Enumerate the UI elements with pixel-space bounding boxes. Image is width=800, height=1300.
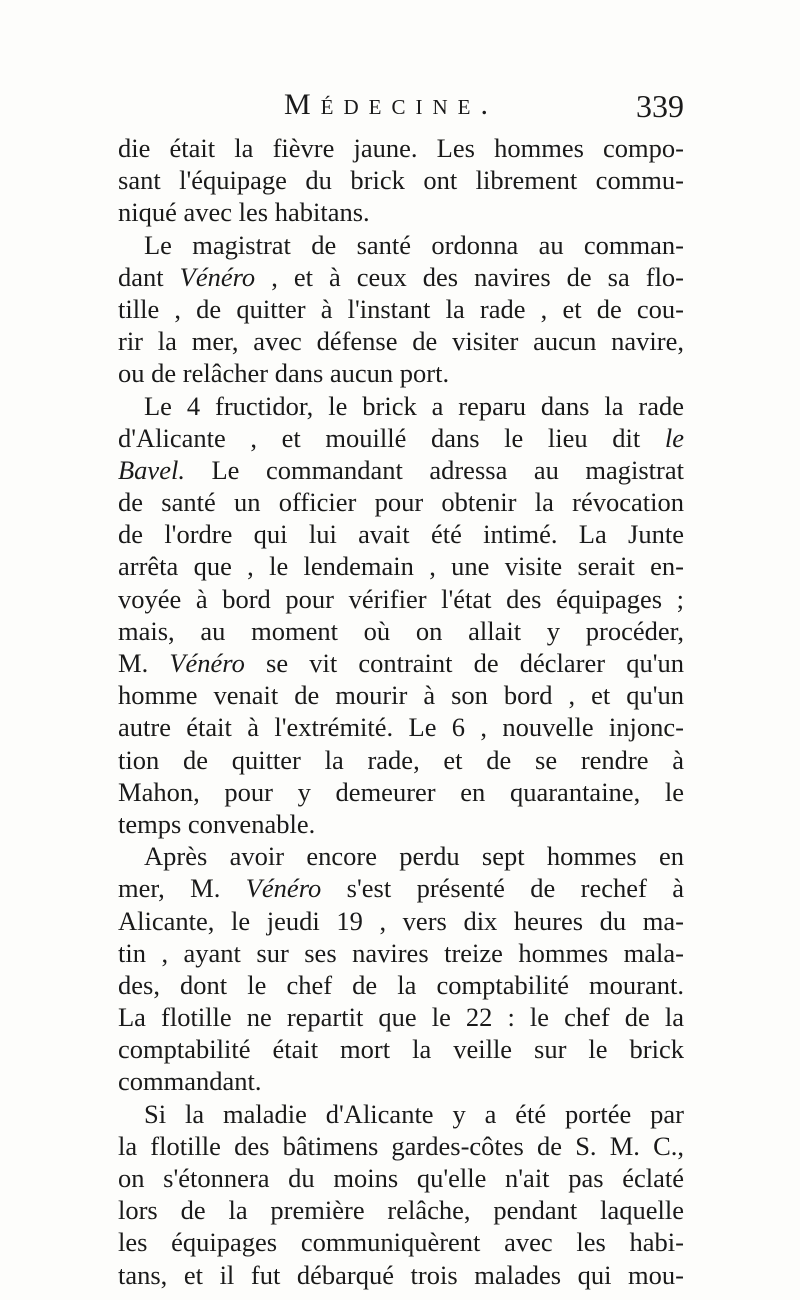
text-line <box>118 872 684 904</box>
line-text: autre était à l'extrémité. Le 6 , nouvelle injonc- <box>118 712 684 743</box>
text-line <box>118 486 684 518</box>
line-text: arrêta que , le lendemain , une visite serait en- <box>118 551 684 582</box>
text-line <box>118 132 684 164</box>
text-line <box>118 583 684 615</box>
line-text-after-italic: se vit contraint de déclarer qu'un <box>244 648 684 678</box>
text-line <box>118 1033 684 1065</box>
line-text: Après avoir encore perdu sept hommes en <box>144 841 684 872</box>
text-line <box>118 711 684 743</box>
body-text <box>118 132 684 1291</box>
text-line <box>118 744 684 776</box>
text-line <box>118 390 684 422</box>
italic-name: Vénéro <box>245 873 322 904</box>
line-text: les équipages communiquèrent avec les habi- <box>118 1227 684 1258</box>
italic-name: Bavel. <box>118 454 185 485</box>
line-text: La flotille ne repartit que le 22 : le chef de la <box>118 1002 684 1033</box>
text-line <box>118 776 684 808</box>
line-text-after-italic: Le commandant adressa au magistrat <box>184 454 684 485</box>
line-text: de l'ordre qui lui avait été intimé. La Junte <box>118 519 684 550</box>
line-text: ou de relâcher dans aucun port. <box>118 358 450 389</box>
text-line <box>118 164 684 196</box>
text-line <box>118 422 684 454</box>
line-text: niqué avec les habitans. <box>118 197 370 228</box>
line-text: Si la maladie d'Alicante y a été portée par <box>144 1098 684 1129</box>
line-text: on s'étonnera du moins qu'elle n'ait pas éclaté <box>118 1163 684 1193</box>
line-text-after-italic: , et à ceux des navires de sa flo- <box>255 261 685 292</box>
running-head <box>118 88 684 130</box>
line-text-before-italic: d'Alicante , et mouillé dans le lieu dit <box>118 422 665 453</box>
line-text: voyée à bord pour vérifier l'état des équipages ; <box>118 583 684 614</box>
line-text: comptabilité était mort la veille sur le brick <box>118 1034 684 1065</box>
page-number: 339 <box>636 88 684 124</box>
text-line <box>118 1098 684 1130</box>
text-line <box>118 679 684 711</box>
line-text: tin , ayant sur ses navires treize hommes mala- <box>118 937 684 968</box>
line-text: tion de quitter la rade, et de se rendre à <box>118 744 684 775</box>
italic-name: le <box>664 422 684 453</box>
line-text: mais, au moment où on allait y procéder, <box>118 615 684 646</box>
text-line <box>118 1065 684 1097</box>
line-text: de santé un officier pour obtenir la révocation <box>118 487 684 518</box>
line-text: tille , de quitter à l'instant la rade , et de cou- <box>118 293 684 324</box>
line-text: lors de la première relâche, pendant laquelle <box>118 1195 684 1226</box>
text-line <box>118 1162 684 1194</box>
line-text: la flotille des bâtimens gardes-côtes de S. M. C., <box>118 1130 684 1161</box>
line-text: commandant. <box>118 1066 262 1097</box>
text-line <box>118 615 684 647</box>
line-text: Le magistrat de santé ordonna au comman- <box>144 229 684 260</box>
text-line <box>118 1194 684 1226</box>
line-text-before-italic: M. <box>118 648 170 678</box>
line-text: Alicante, le jeudi 19 , vers dix heures du ma- <box>118 905 684 936</box>
text-line <box>118 518 684 550</box>
text-line <box>118 840 684 872</box>
text-line <box>118 550 684 582</box>
running-head-title: Médecine. <box>284 88 498 121</box>
text-line <box>118 261 684 293</box>
text-line <box>118 229 684 261</box>
line-text: sant l'équipage du brick ont librement commu- <box>118 165 684 196</box>
line-text-before-italic: dant <box>118 261 180 292</box>
line-text-after-italic: s'est présenté de rechef à <box>321 873 684 904</box>
text-line <box>118 325 684 357</box>
text-line <box>118 808 684 840</box>
text-line <box>118 905 684 937</box>
line-text: temps convenable. <box>118 808 316 839</box>
text-line <box>118 1001 684 1033</box>
line-text: rir la mer, avec défense de visiter aucun navire, <box>118 326 684 357</box>
text-line <box>118 357 684 389</box>
text-line <box>118 196 684 228</box>
text-line <box>118 937 684 969</box>
text-line <box>118 969 684 1001</box>
line-text: Le 4 fructidor, le brick a reparu dans la rade <box>144 390 684 421</box>
text-line <box>118 1226 684 1258</box>
text-line <box>118 1130 684 1162</box>
line-text: Mahon, pour y demeurer en quarantaine, le <box>118 776 684 807</box>
line-text-before-italic: mer, M. <box>118 873 246 904</box>
line-text: homme venait de mourir à son bord , et qu'un <box>118 680 684 711</box>
line-text: des, dont le chef de la comptabilité mourant. <box>118 969 684 1000</box>
text-line <box>118 293 684 325</box>
line-text: tans, et il fut débarqué trois malades qui mou- <box>118 1259 684 1290</box>
italic-name: Vénéro <box>169 648 245 678</box>
text-line <box>118 1259 684 1291</box>
text-line <box>118 647 684 679</box>
line-text: die était la fièvre jaune. Les hommes compo- <box>118 133 684 163</box>
italic-name: Vénéro <box>179 261 256 292</box>
text-line <box>118 454 684 486</box>
